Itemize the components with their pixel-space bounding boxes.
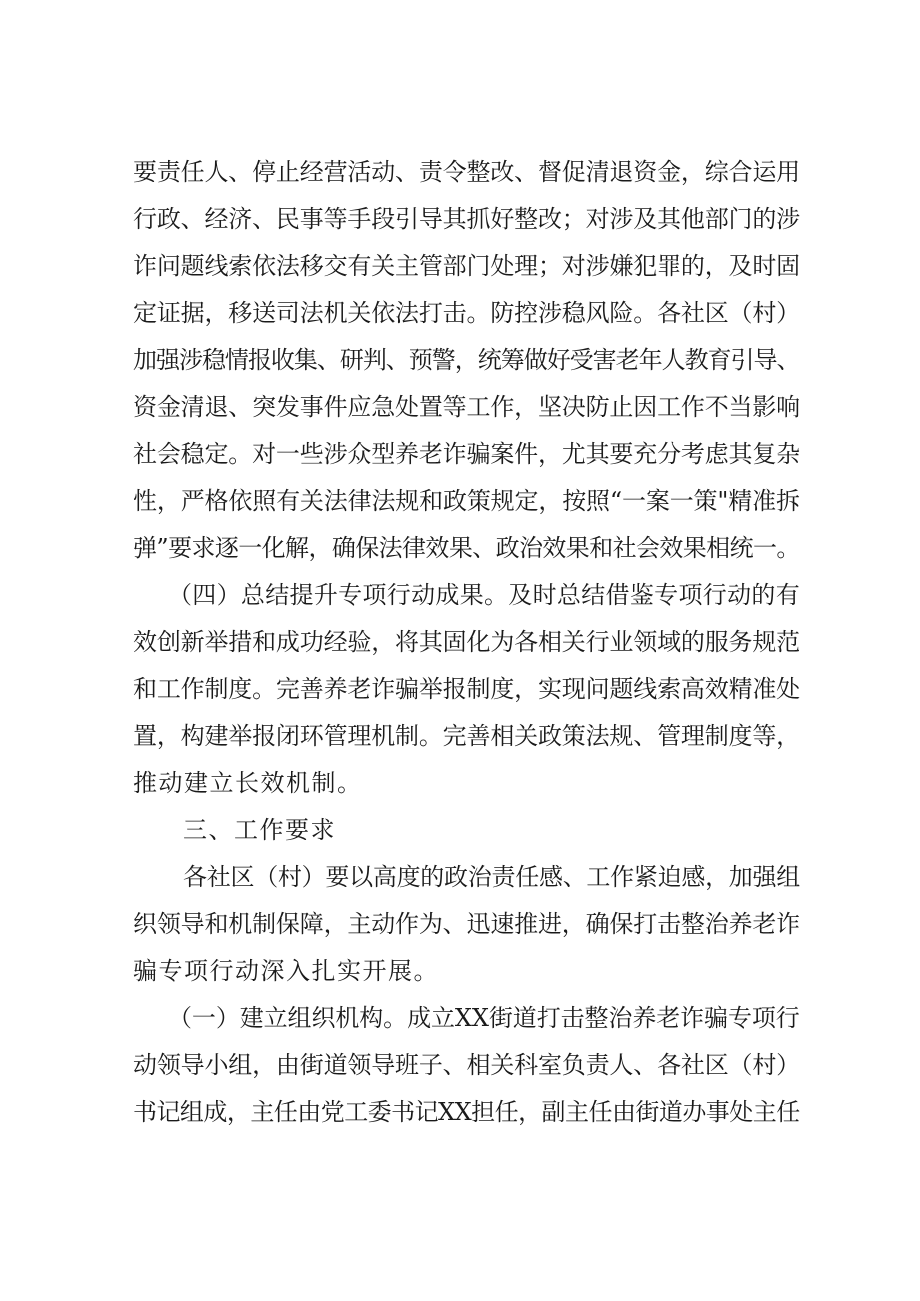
text-line: 定证据，移送司法机关依法打击。防控涉稳风险。各社区（村） (133, 299, 800, 327)
text-line: 效创新举措和成功经验，将其固化为各相关行业领域的服务规范 (133, 628, 800, 656)
text-line: 诈问题线索依法移交有关主管部门处理；对涉嫌犯罪的，及时固 (133, 252, 800, 280)
text-line: 织领导和机制保障，主动作为、迅速推进，确保打击整治养老诈 (133, 910, 800, 938)
text-line: 资金清退、突发事件应急处置等工作，坚决防止因工作不当影响 (133, 393, 800, 421)
text-line: 置，构建举报闭环管理机制。完善相关政策法规、管理制度等， (133, 722, 800, 750)
text-line: 动领导小组，由街道领导班子、相关科室负责人、各社区（村） (133, 1051, 800, 1079)
text-line: 加强涉稳情报收集、研判、预警，统筹做好受害老年人教育引导、 (133, 346, 800, 374)
text-line: 书记组成，主任由党工委书记XX担任，副主任由街道办事处主任 (133, 1098, 800, 1126)
text-line: 和工作制度。完善养老诈骗举报制度，实现问题线索高效精准处 (133, 675, 800, 703)
text-line: 性，严格依照有关法律法规和政策规定，按照“一案一策"精准拆 (133, 487, 800, 515)
text-line: 弹”要求逐一化解，确保法律效果、政治效果和社会效果相统一。 (133, 534, 800, 562)
paragraph-heading: （一）建立组织机构。成立XX街道打击整治养老诈骗专项行 (168, 1004, 800, 1032)
text-line: 骗专项行动深入扎实开展。 (133, 957, 439, 985)
text-line: 要责任人、停止经营活动、责令整改、督促清退资金，综合运用 (133, 158, 800, 186)
text-line: 各社区（村）要以高度的政治责任感、工作紧迫感，加强组 (183, 863, 800, 891)
text-line: 社会稳定。对一些涉众型养老诈骗案件，尤其要充分考虑其复杂 (133, 440, 800, 468)
text-line: 行政、经济、民事等手段引导其抓好整改；对涉及其他部门的涉 (133, 205, 800, 233)
section-heading: 三、工作要求 (183, 816, 336, 844)
paragraph-heading: （四）总结提升专项行动成果。及时总结借鉴专项行动的有 (168, 581, 800, 609)
text-line: 推动建立长效机制。 (133, 769, 363, 797)
